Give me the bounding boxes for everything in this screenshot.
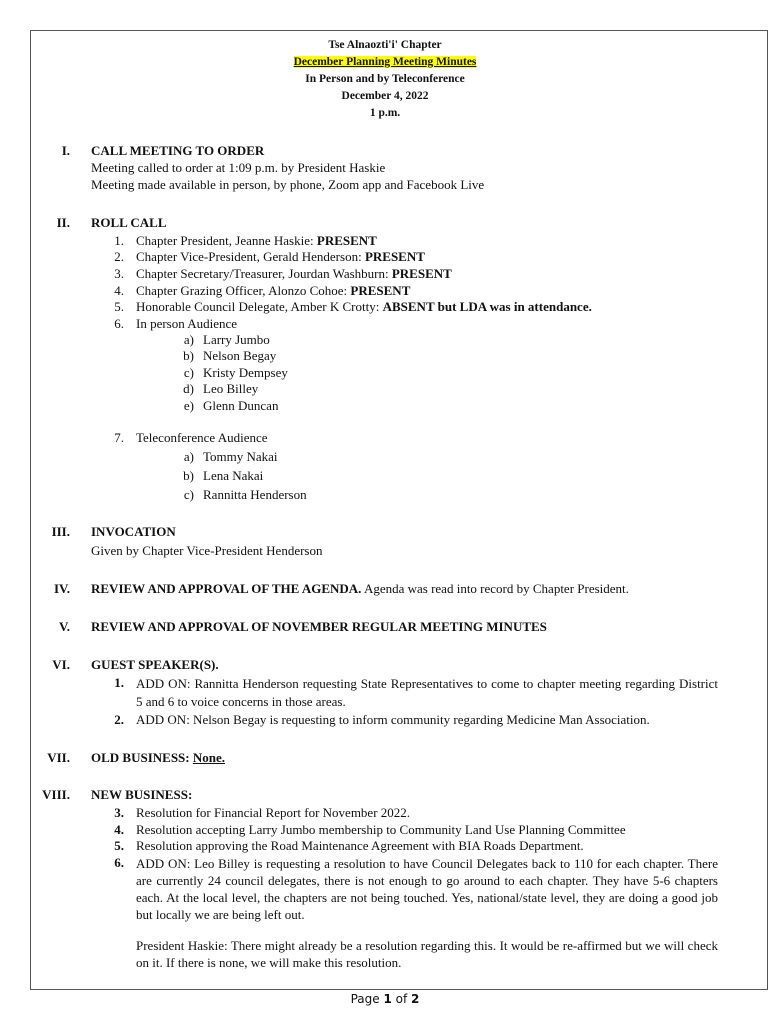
list-marker: 5. <box>114 838 124 853</box>
list-marker: 6. <box>114 855 124 870</box>
list-item: Honorable Council Delegate, Amber K Crotty: ABSENT but LDA was in attendance. <box>136 299 592 314</box>
attendee-name: Lena Nakai <box>203 468 264 483</box>
chapter-name: Tse Alnaozti'i' Chapter <box>328 39 442 51</box>
page-footer: Page 1 of 2 <box>350 992 420 1006</box>
sub-list-marker: b) <box>183 468 194 483</box>
section-number: V. <box>59 619 70 634</box>
list-marker: 2. <box>114 712 124 727</box>
document-title-text: December Planning Meeting Minutes <box>293 56 477 68</box>
list-item: ADD ON: Leo Billey is requesting a resolution to have Council Delegates back to 110 for each chapter. There are currently 24 council delegates, there is not enough to go around to each chapter. They have 5-6 chapters each. At the local level, the chapters are not being touched. Yes, national/state level, they are doing a good job but locally we are being left out. <box>136 856 718 922</box>
list-marker: 2. <box>114 249 124 264</box>
list-marker: 1. <box>114 233 124 248</box>
list-item: Resolution approving the Road Maintenance Agreement with BIA Roads Department. <box>136 838 584 853</box>
body-line: Meeting made available in person, by phone, Zoom app and Facebook Live <box>91 177 485 192</box>
list-item: ADD ON: Nelson Begay is requesting to inform community regarding Medicine Man Association. <box>136 712 650 727</box>
section-heading: OLD BUSINESS: None. <box>91 750 226 765</box>
attendee-name: Kristy Dempsey <box>203 365 288 380</box>
section-number: III. <box>51 524 70 539</box>
document-title <box>0 54 770 71</box>
section-title: ROLL CALL <box>91 215 167 230</box>
sub-list-marker: a) <box>183 449 194 464</box>
body-line: Given by Chapter Vice-President Henderson <box>91 543 323 558</box>
section-title: INVOCATION <box>91 524 176 539</box>
list-item: Chapter President, Jeanne Haskie: PRESENT <box>136 233 377 248</box>
attendee-name: Larry Jumbo <box>203 332 270 347</box>
attendee-name: Tommy Nakai <box>203 449 278 464</box>
section-title: NEW BUSINESS: <box>91 787 193 802</box>
list-item: Chapter Grazing Officer, Alonzo Cohoe: PRESENT <box>136 283 411 298</box>
list-marker: 4. <box>114 822 124 837</box>
list-marker: 3. <box>114 266 124 281</box>
sub-list-marker: b) <box>183 348 194 363</box>
sub-list-marker: c) <box>183 487 194 502</box>
list-marker: 3. <box>114 805 124 820</box>
list-item: Resolution for Financial Report for November 2022. <box>136 805 411 820</box>
list-item: Chapter Secretary/Treasurer, Jourdan Washburn: PRESENT <box>136 266 452 281</box>
attendee-name: Nelson Begay <box>203 348 277 363</box>
section-title: CALL MEETING TO ORDER <box>91 143 265 158</box>
section-title: REVIEW AND APPROVAL OF NOVEMBER REGULAR MEETING MINUTES <box>91 619 547 634</box>
section-number: II. <box>56 215 70 230</box>
meeting-date: December 4, 2022 <box>341 90 429 102</box>
section-number: VI. <box>52 657 70 672</box>
section-heading: REVIEW AND APPROVAL OF THE AGENDA. Agenda was read into record by Chapter President. <box>91 581 629 596</box>
list-marker: 4. <box>114 283 124 298</box>
section-number: VIII. <box>42 787 70 802</box>
sub-list-marker: a) <box>183 332 194 347</box>
meeting-time: 1 p.m. <box>369 107 401 119</box>
sub-list-marker: e) <box>183 398 194 413</box>
section-title: GUEST SPEAKER(S). <box>91 657 219 672</box>
attendee-name: Rannitta Henderson <box>203 487 307 502</box>
sub-list-marker: d) <box>183 381 194 396</box>
list-item: Resolution accepting Larry Jumbo membership to Community Land Use Planning Committee <box>136 822 626 837</box>
attendee-name: Leo Billey <box>203 381 259 396</box>
list-marker: 5. <box>114 299 124 314</box>
list-item: In person Audience <box>136 316 238 331</box>
list-item: Chapter Vice-President, Gerald Henderson: PRESENT <box>136 249 425 264</box>
list-marker: 7. <box>114 430 124 445</box>
list-item: Teleconference Audience <box>136 430 268 445</box>
list-item: ADD ON: Rannitta Henderson requesting State Representatives to come to chapter meeting regarding District 5 and 6 to voice concerns in those areas. <box>136 676 718 709</box>
list-marker: 1. <box>114 675 124 690</box>
body-line: Meeting called to order at 1:09 p.m. by President Haskie <box>91 160 386 175</box>
list-marker: 6. <box>114 316 124 331</box>
meeting-mode: In Person and by Teleconference <box>305 73 465 85</box>
attendee-name: Glenn Duncan <box>203 398 279 413</box>
section-number: I. <box>61 143 70 158</box>
section-number: IV. <box>53 581 70 596</box>
president-note: President Haskie: There might already be a resolution regarding this. It would be re-affirmed but we will check on it. If there is none, we will make this resolution. <box>136 938 718 970</box>
sub-list-marker: c) <box>183 365 194 380</box>
section-number: VII. <box>47 750 70 765</box>
